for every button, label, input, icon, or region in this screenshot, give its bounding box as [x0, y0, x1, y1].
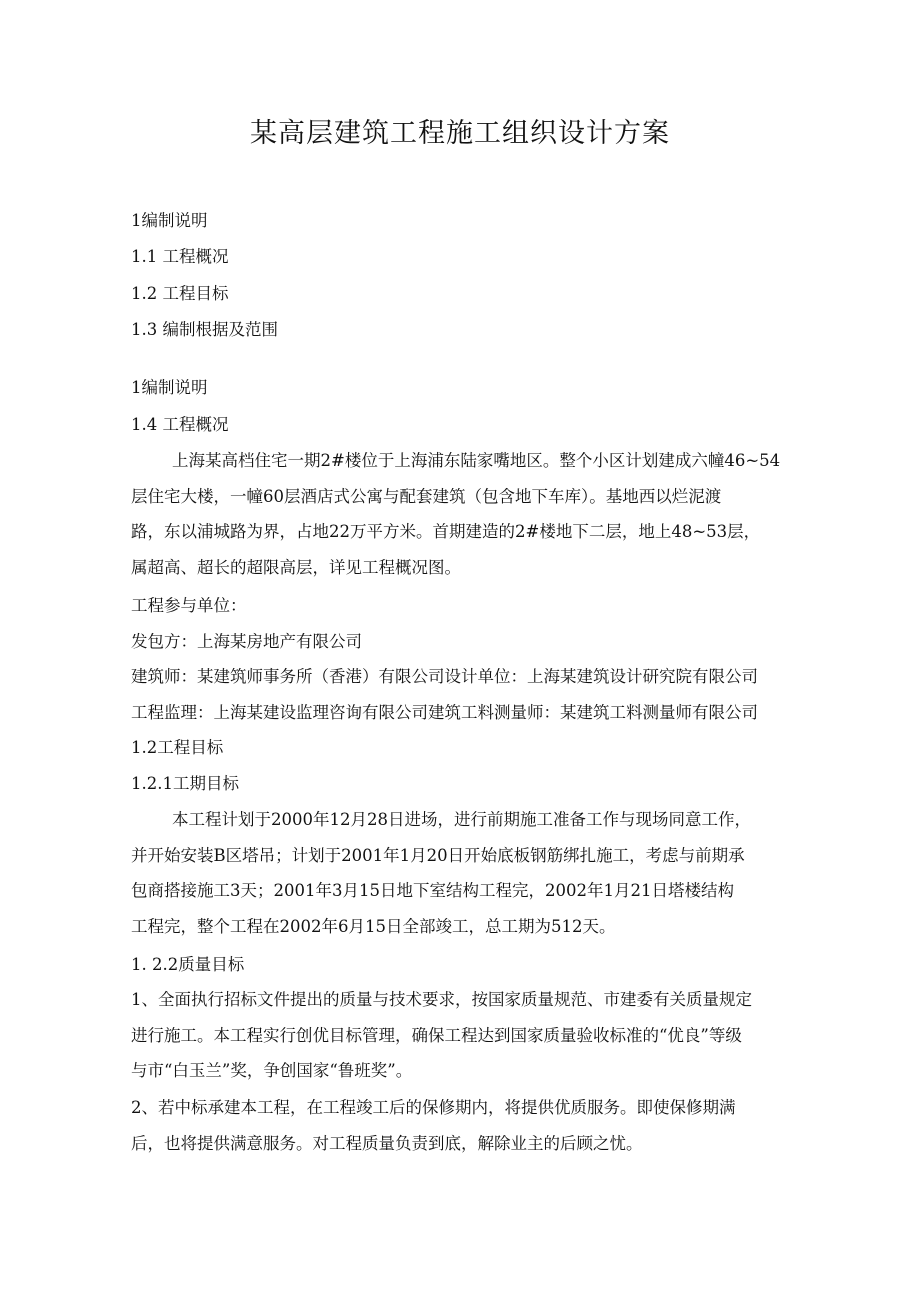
toc-item: 1.2 工程目标	[131, 284, 229, 303]
supervisor-line: 工程监理：上海某建设监理咨询有限公司建筑工料测量师：某建筑工料测量师有限公司	[131, 703, 758, 722]
quality-item-2	[131, 1090, 781, 1161]
paragraph-line: 上海某高档住宅一期2#楼位于上海浦东陆家嘴地区。整个小区计划建成六幢46~54	[172, 451, 781, 470]
quality-item-1	[131, 982, 781, 1089]
paragraph-line: 与市“白玉兰”奖，争创国家“鲁班奖”。	[131, 1061, 413, 1080]
schedule-paragraph	[131, 802, 781, 944]
architect-line: 建筑师：某建筑师事务所（香港）有限公司设计单位：上海某建筑设计研究院有限公司	[131, 667, 758, 686]
paragraph-line: 层住宅大楼，一幢60层酒店式公寓与配套建筑（包含地下车库）。基地西以烂泥渡	[131, 486, 722, 506]
paragraph-line: 并开始安装B区塔吊；计划于2001年1月20日开始底板钢筋绑扎施工，考虑与前期承	[131, 845, 745, 865]
section-heading: 1.2工程目标	[131, 738, 224, 757]
paragraph-line: 2、若中标承建本工程，在工程竣工后的保修期内，将提供优质服务。即使保修期满	[131, 1098, 736, 1117]
participants-heading: 工程参与单位：	[131, 596, 247, 615]
paragraph-line: 包商搭接施工3天；2001年3月15日地下室结构工程完，2002年1月21日塔楼结构	[131, 881, 734, 900]
paragraph-line: 路，东以浦城路为界，占地22万平方米。首期建造的2#楼地下二层，地上48~53层，	[131, 522, 761, 541]
section-heading: 1.2.1工期目标	[131, 774, 239, 793]
section-heading: 1. 2.2质量目标	[131, 955, 245, 974]
paragraph-line: 工程完，整个工程在2002年6月15日全部竣工，总工期为512天。	[131, 916, 616, 936]
toc-item: 1.3 编制根据及范围	[131, 320, 278, 339]
toc-item: 1.1 工程概况	[131, 247, 229, 266]
paragraph-line: 1、全面执行招标文件提出的质量与技术要求，按国家质量规范、市建委有关质量规定	[131, 990, 752, 1009]
paragraph-line: 属超高、超长的超限高层，详见工程概况图。	[131, 557, 461, 577]
paragraph-line: 后，也将提供满意服务。对工程质量负责到底，解除业主的后顾之忧。	[131, 1133, 643, 1153]
paragraph-line: 进行施工。本工程实行创优目标管理，确保工程达到国家质量验收标准的“优良”等级	[131, 1025, 742, 1045]
section-heading: 1编制说明	[131, 378, 208, 397]
contractor-line: 发包方：上海某房地产有限公司	[131, 632, 362, 651]
document-title: 某高层建筑工程施工组织设计方案	[250, 118, 670, 149]
toc-item: 1编制说明	[131, 211, 208, 230]
paragraph-line: 本工程计划于2000年12月28日进场，进行前期施工准备工作与现场同意工作，	[172, 810, 751, 829]
section-heading: 1.4 工程概况	[131, 415, 229, 434]
overview-paragraph	[131, 443, 781, 585]
